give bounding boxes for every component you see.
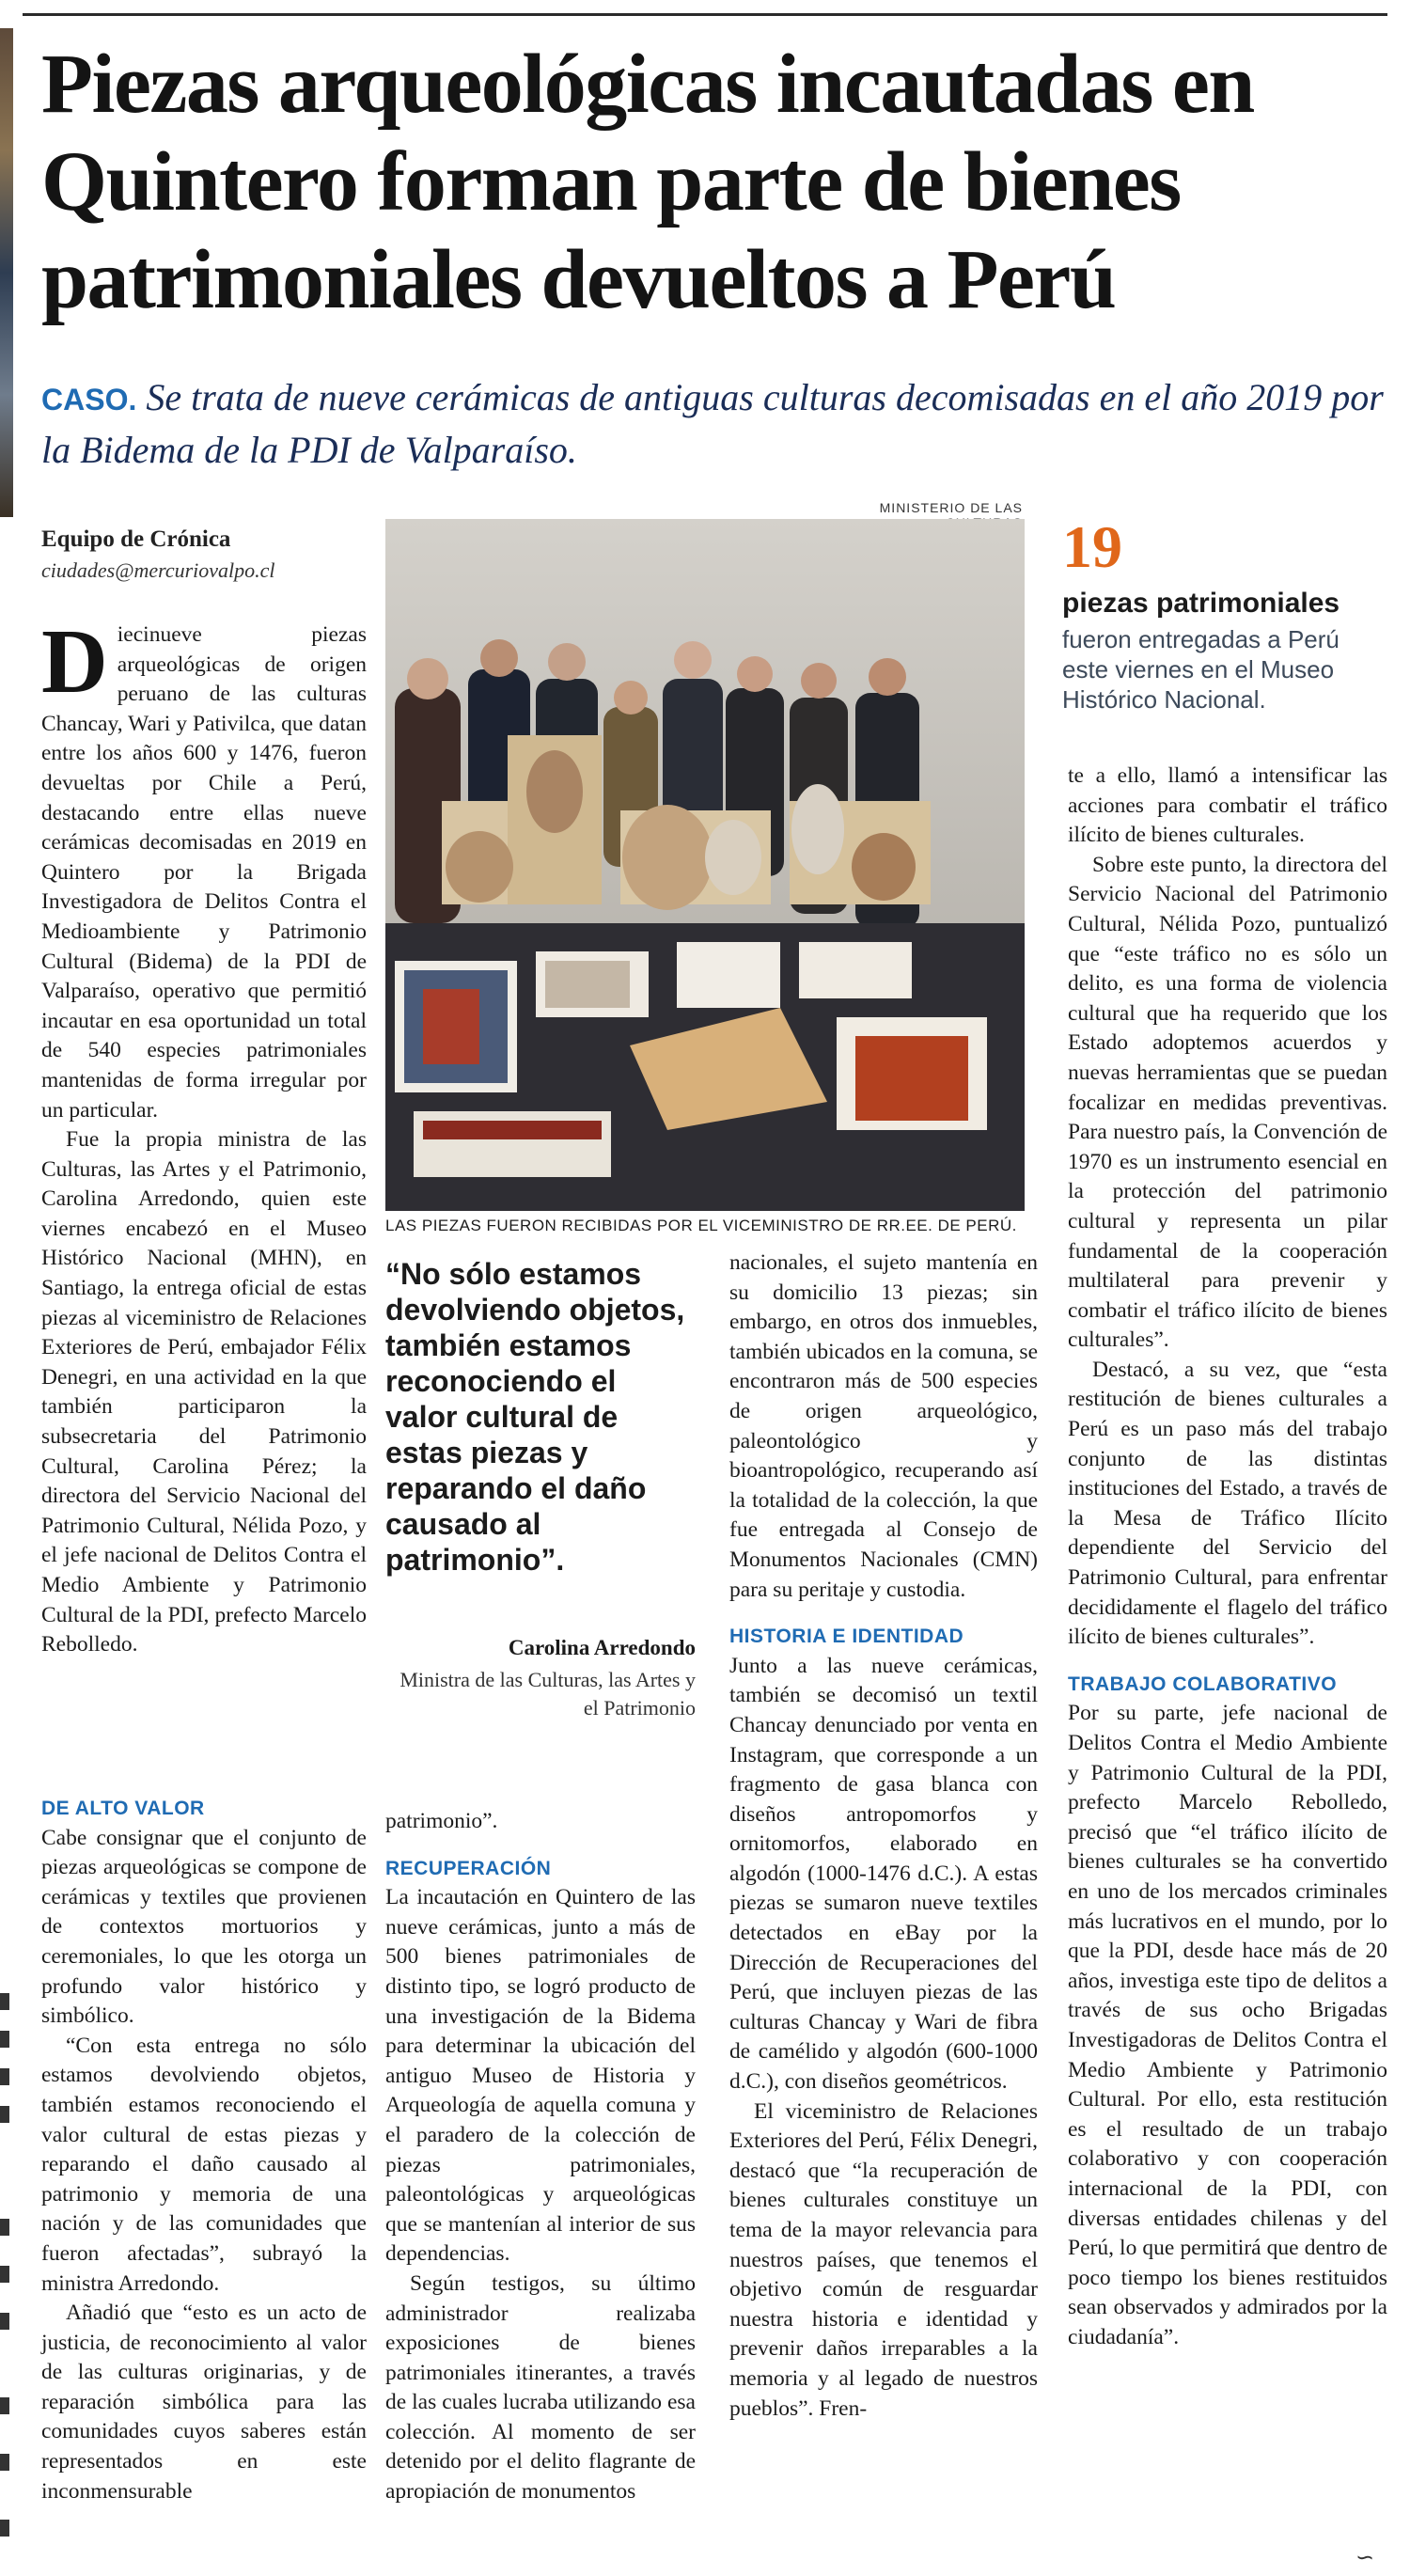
- body-paragraph: Según testigos, su último administrador realizaba exposiciones de bienes patrimoniales itinerantes, a través de las cuales lucraba utilizando esa colección. Al momento de ser detenido por el delito flagrante de apropiación de monumentos: [385, 2270, 696, 2505]
- standfirst-text: Se trata de nueve cerámicas de antiguas culturas decomisadas en el año 2019 por la Bidema de la PDI de Valparaíso.: [41, 376, 1384, 471]
- stat-label: piezas patrimoniales: [1062, 588, 1340, 619]
- adjacent-text-fragment: [0, 2068, 9, 2085]
- body-paragraph: Añadió que “esto es un acto de justicia, de reconocimiento al valor de las culturas originarias, y de reparación simbólica para las comunidades cuyos saberes están representados en este inconmensurable: [41, 2301, 367, 2504]
- adjacent-page-strip: [0, 28, 15, 2576]
- body-paragraph: Fue la propia ministra de las Culturas, las Artes y el Patrimonio, Carolina Arredondo, quien este viernes encabezó en el Museo Histórico Nacional (MHN), en Santiago, la entrega oficial de estas piezas al viceministro de Relaciones Exteriores de Perú, embajador Félix Denegri, en una actividad en la que también participaron la subsecretaria del Patrimonio Cultural, Carolina Pérez; la directora del Servicio Nacional del Patrimonio Cultural, Nélida Pozo, y el jefe nacional de Delitos Contra el Medio Ambiente y Patrimonio Cultural de la PDI, prefecto Marcelo Rebolledo.: [41, 1127, 367, 1657]
- section-subhead: TRABAJO COLABORATIVO: [1068, 1673, 1338, 1695]
- photo-caption: LAS PIEZAS FUERON RECIBIDAS POR EL VICEMINISTRO DE RR.EE. DE PERÚ.: [385, 1217, 1017, 1234]
- article-column-4: [1068, 762, 1387, 2352]
- stat-box: [1062, 513, 1382, 715]
- article-column-1-continued: [41, 1777, 367, 2506]
- news-photo: [385, 519, 1025, 1211]
- quote-author-role: Ministra de las Culturas, las Artes y el Patrimonio: [400, 1668, 696, 1720]
- photo-credit: MINISTERIO DE LAS: [879, 500, 1023, 515]
- section-subhead: DE ALTO VALOR: [41, 1798, 205, 1819]
- body-paragraph: te a ello, llamó a intensificar las acciones para combatir el tráfico ilícito de bienes culturales.: [1068, 763, 1387, 848]
- body-paragraph: El viceministro de Relaciones Exteriores del Perú, Félix Denegri, destacó que “la recuperación de bienes culturales constituye un tema de la mayor relevancia para nuestros países, que tenemos el objetivo común de resguardar nuestra historia e identidad y prevenir daños irreparables a la memoria y al legado de nuestros pueblos”. Fren-: [729, 2098, 1038, 2421]
- body-paragraph: Cabe consignar que el conjunto de piezas arqueológicas se compone de cerámicas y textiles que provienen de contextos mortuorios y ceremoniales, lo que les otorga un profundo valor histórico y simbólico.: [41, 1825, 367, 2029]
- body-paragraph: La incautación en Quintero de las nueve cerámicas, junto a más de 500 bienes patrimoniales de distinto tipo, se logró producto de una investigación de la Bidema para determinar la ubicación del antiguo Museo de Historia y Arqueología de aquella comuna y el paradero de la colección de piezas patrimoniales, paleontológicas y arqueológicas que se mantenían al interior de sus dependencias.: [385, 1885, 696, 2267]
- end-of-article-icon: ∽: [1355, 2546, 1375, 2570]
- pull-quote: “No sólo estamos devolviendo objetos, también estamos reconociendo el valor cultural de estas piezas y reparando el daño causado al patrimonio”.: [385, 1257, 685, 1577]
- top-rule: [23, 13, 1387, 16]
- headline: Piezas arqueológicas incautadas en Quintero forman parte de bienes patrimoniales devueltos a Perú: [41, 38, 1254, 326]
- byline-email: ciudades@mercuriovalpo.cl: [41, 558, 275, 582]
- adjacent-text-fragment: [0, 2397, 9, 2414]
- body-paragraph: Destacó, a su vez, que “esta restitución de bienes culturales a Perú es un paso más del trabajo conjunto de las distintas instituciones del Estado, a través de la Mesa de Tráfico Ilícito dependiente del Servicio del Patrimonio Cultural, para enfrentar decididamente el flagelo del tráfico ilícito de bienes culturales”.: [1068, 1357, 1387, 1650]
- stat-description: fueron entregadas a Perú este viernes en el Museo Histórico Nacional.: [1062, 625, 1340, 714]
- article-column-1: [41, 611, 367, 1660]
- byline-author: Equipo de Crónica: [41, 526, 231, 552]
- section-subhead: RECUPERACIÓN: [385, 1857, 552, 1879]
- adjacent-text-fragment: [0, 2031, 9, 2048]
- body-paragraph: Junto a las nueve cerámicas, también se decomisó un textil Chancay denunciado por venta en Instagram, que corresponde a un fragmento de gasa blanca con diseños antropomorfos y ornitomorfos, elaborado en algodón (1000-1476 d.C.). A estas piezas se sumaron nueve textiles detectados en eBay por la Dirección de Recuperaciones del Perú, que incluyen piezas de las culturas Chancay y Wari de fibra de camélido y algodón (600-1000 d.C.), con diseños geométricos.: [729, 1653, 1038, 2095]
- textiles-table: [385, 923, 1025, 1211]
- adjacent-text-fragment: [0, 2520, 9, 2537]
- body-paragraph: nacionales, el sujeto mantenía en su domicilio 13 piezas; sin embargo, en otros dos inmuebles, también ubicados en la comuna, se encontraron más de 500 especies de origen arqueológico, paleontológico y bioantropológico, recuperando así la totalidad de la colección, la que fue entregada al Consejo de Monumentos Nacionales (CMN) para su peritaje y custodia.: [729, 1250, 1038, 1602]
- body-paragraph: Diecinueve piezas arqueológicas de origen peruano de las culturas Chancay, Wari y Pativilca, que datan entre los años 600 y 1476, fueron devueltas por Chile a Perú, destacando entre ellas nueve cerámicas decomisadas en 2019 en Quintero por la Brigada Investigadora de Delitos Contra el Medioambiente y Patrimonio Cultural (Bidema) de la PDI de Valparaíso, operativo que permitió incautar en esa oportunidad un total de 540 especies patrimoniales mantenidas de forma irregular por un particular.: [41, 611, 367, 1123]
- body-paragraph: Por su parte, jefe nacional de Delitos Contra el Medio Ambiente y Patrimonio Cultural de la PDI, prefecto Marcelo Rebolledo, precisó que “el tráfico ilícito de bienes culturales se ha convertido en uno de los mercados criminales más lucrativos en el mundo, por lo que la PDI, desde hace más de 20 años, investiga este tipo de delitos a través de sus ocho Brigadas Investigadoras de Delitos Contra el Medio Ambiente y Patrimonio Cultural. Por ello, esta restitución es el resultado de un trabajo colaborativo y con cooperación internacional de la PDI, con diversas entidades chilenas y del Perú, lo que permitirá que dentro de poco tiempo los bienes restituidos sean observados y admirados por la ciudadanía”.: [1068, 1701, 1387, 2349]
- adjacent-text-fragment: [0, 2219, 9, 2236]
- body-paragraph: “Con esta entrega no sólo estamos devolviendo objetos, también estamos reconociendo el valor cultural de estas piezas y reparando el daño causado al patrimonio y memoria de una nación y de las comunidades que fueron afectadas”, subrayó la ministra Arredondo.: [41, 2033, 367, 2296]
- photo-illustration: [385, 519, 1025, 1211]
- article-column-3: [729, 1249, 1038, 2424]
- kicker-label: CASO.: [41, 383, 137, 416]
- adjacent-text-fragment: [0, 2266, 9, 2283]
- stat-number: 19: [1062, 513, 1122, 580]
- adjacent-text-fragment: [0, 2313, 9, 2330]
- standfirst: [41, 372, 1386, 476]
- body-paragraph: patrimonio”.: [385, 1809, 498, 1833]
- quote-author: Carolina Arredondo: [508, 1636, 696, 1659]
- adjacent-photo-fragment: [0, 28, 13, 517]
- adjacent-text-fragment: [0, 2454, 9, 2471]
- section-subhead: HISTORIA E IDENTIDAD: [729, 1626, 964, 1648]
- article-column-2: [385, 1807, 696, 2507]
- adjacent-text-fragment: [0, 1993, 9, 2010]
- body-paragraph: Sobre este punto, la directora del Servicio Nacional del Patrimonio Cultural, Nélida Pozo, puntualizó que “este tráfico no es sólo un delito, es una forma de violencia cultural que ha requerido que los Estado adoptemos acuerdos y nuevas herramientas que se puedan focalizar en medidas preventivas. Para nuestro país, la Convención de 1970 es un instrumento esencial en la protección del patrimonio cultural y representa un pilar fundamental de la cooperación multilateral para prevenir y combatir el tráfico ilícito de bienes culturales”.: [1068, 852, 1387, 1353]
- adjacent-text-fragment: [0, 2106, 9, 2123]
